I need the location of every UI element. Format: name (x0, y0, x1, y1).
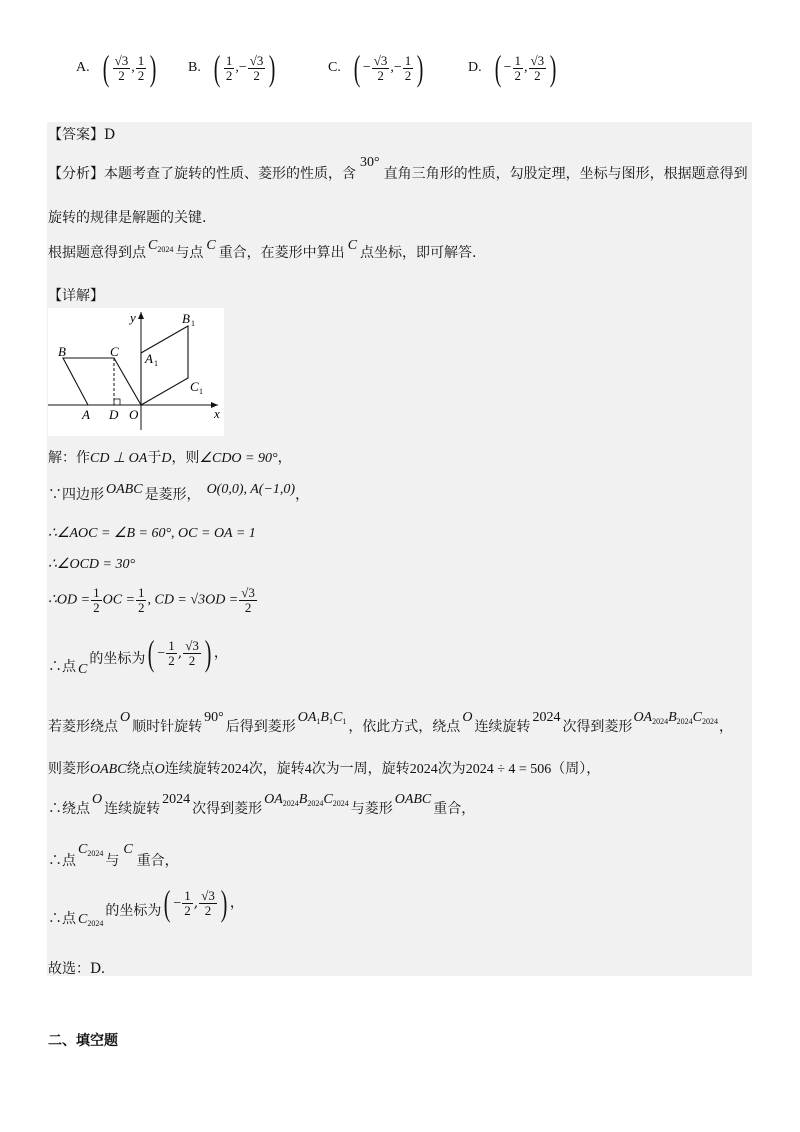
svg-text:O: O (129, 407, 139, 422)
solution-line-7: 若菱形绕点O顺时针旋转90°后得到菱形$OA_1B_1C_1$ ，依此方式，绕点O连续旋转2024次得到菱形$OA_{2024}B_{2024}C_{2024}$， (48, 710, 734, 735)
svg-text:1: 1 (154, 359, 158, 368)
frac: $\frac{1}{2}$ (137, 52, 145, 83)
analysis-line-3: 根据题意得到点 $C_{2024}$ 与点 C 重合，在菱形中算出 C 点坐标，即可解答. (48, 238, 477, 261)
svg-text:C: C (110, 344, 119, 359)
svg-text:C: C (190, 379, 199, 394)
solution-line-4: ∴∠OCD = 30° (48, 557, 136, 572)
analysis-line-1: 【分析】本题考查了旋转的性质、菱形的性质，含30°直角三角形的性质，勾股定理，坐标与图形，根据题意得到 (48, 155, 748, 182)
option-c[interactable]: C. ( − $\frac{√3}{2}$ ,− $\frac{1}{2}$ ) (328, 48, 424, 88)
svg-text:x: x (214, 406, 220, 421)
rhombus-figure (48, 308, 224, 436)
analysis-line-2: 旋转的规律是解题的关键. (48, 210, 207, 226)
solution-line-11: ∴点 $C_{2024}$的坐标为( − $\frac{1}{2}$ , $\frac{√3}{2}$ ) ， (48, 883, 244, 928)
solution-line-8: 则菱形OABC绕点O连续旋转2024次，旋转4次为一周，旋转2024次为2024 ÷ 4 = 506（周）， (48, 761, 601, 777)
option-a[interactable]: A. ( $\frac{√3}{2}$ , $\frac{1}{2}$ ) (76, 48, 157, 88)
svg-text:1: 1 (191, 319, 195, 328)
frac: $\frac{√3}{2}$ (373, 52, 388, 83)
solution-line-2: ∵四边形 OABC 是菱形， O(0,0), A(−1,0)， (48, 482, 310, 503)
frac: $\frac{√3}{2}$ (530, 52, 545, 83)
solution-line-12: 故选：D. (48, 961, 106, 977)
option-b[interactable]: B. ( $\frac{1}{2}$ ,− $\frac{√3}{2}$ ) (188, 48, 276, 88)
frac: $\frac{1}{2}$ (404, 52, 412, 83)
solution-line-1: 解：作CD ⊥ OA于D，则∠CDO = 90°， (48, 450, 292, 466)
svg-text:y: y (130, 310, 136, 325)
svg-text:1: 1 (199, 387, 203, 396)
option-d[interactable]: D. ( − $\frac{1}{2}$ , $\frac{√3}{2}$ ) (468, 48, 557, 88)
frac: $\frac{1}{2}$ (514, 52, 522, 83)
section-heading: 二、填空题 (48, 1033, 118, 1049)
frac: $\frac{√3}{2}$ (249, 52, 264, 83)
solution-line-10: ∴点$C_{2024}$ 与C重合， (48, 842, 179, 869)
svg-text:D: D (109, 407, 119, 422)
solution-line-9: ∴绕点O连续旋转2024次得到菱形$OA_{2024}B_{2024}C_{2024}$ 与菱形OABC重合， (48, 792, 476, 817)
frac: $\frac{√3}{2}$ (114, 52, 129, 83)
svg-text:B: B (182, 311, 190, 326)
detail-label: 【详解】 (48, 288, 104, 304)
answer-line: 【答案】D (48, 127, 116, 143)
solution-line-6: ∴点 C的坐标为( − $\frac{1}{2}$ , $\frac{√3}{2}$ ) ， (48, 633, 228, 677)
svg-text:B: B (58, 344, 66, 359)
svg-text:A: A (82, 407, 90, 422)
frac: $\frac{1}{2}$ (225, 52, 233, 83)
svg-text:A: A (145, 351, 153, 366)
solution-line-5: ∴OD = $\frac{1}{2}$ OC = $\frac{1}{2}$ , CD = √3OD = $\frac{√3}{2}$ (48, 585, 255, 615)
solution-line-3: ∴∠AOC = ∠B = 60°, OC = OA = 1 (48, 526, 256, 541)
